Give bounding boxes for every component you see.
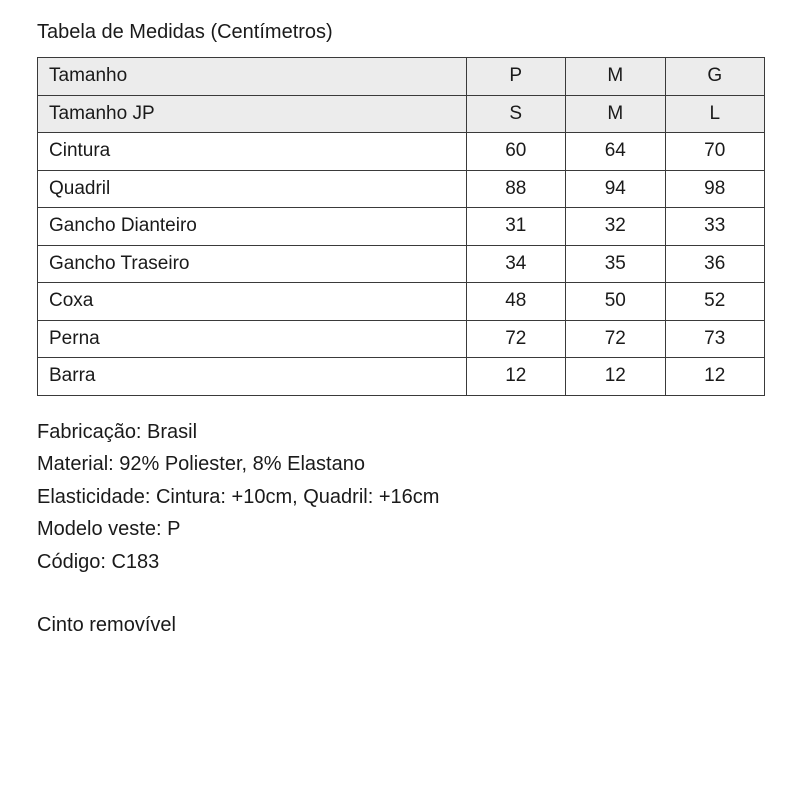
table-row-quadril bbox=[38, 170, 765, 208]
cell-value: 72 bbox=[466, 320, 565, 358]
cell-value: M bbox=[566, 58, 665, 96]
detail-codigo: Código: C183 bbox=[37, 550, 160, 573]
cell-value: G bbox=[665, 58, 765, 96]
cell-value: 70 bbox=[665, 133, 765, 171]
row-label: Tamanho JP bbox=[38, 95, 467, 133]
row-label: Tamanho bbox=[38, 58, 467, 96]
cell-value: 60 bbox=[466, 133, 565, 171]
cell-value: M bbox=[566, 95, 665, 133]
product-details-page bbox=[37, 18, 767, 640]
cell-value: 31 bbox=[466, 208, 565, 246]
cell-value: 88 bbox=[466, 170, 565, 208]
row-label: Perna bbox=[38, 320, 467, 358]
cell-value: 72 bbox=[566, 320, 665, 358]
cell-value: L bbox=[665, 95, 765, 133]
cell-value: 12 bbox=[466, 358, 565, 396]
cell-value: P bbox=[466, 58, 565, 96]
row-label: Quadril bbox=[38, 170, 467, 208]
cell-value: 94 bbox=[566, 170, 665, 208]
cell-value: 12 bbox=[665, 358, 765, 396]
row-label: Barra bbox=[38, 358, 467, 396]
detail-fabricacao: Fabricação: Brasil bbox=[37, 420, 198, 443]
detail-elasticidade: Elasticidade: Cintura: +10cm, Quadril: +16cm bbox=[37, 485, 440, 508]
product-note: Cinto removível bbox=[37, 614, 176, 636]
table-row-gancho-traseiro bbox=[38, 245, 765, 283]
cell-value: 50 bbox=[566, 283, 665, 321]
row-label: Cintura bbox=[38, 133, 467, 171]
table-row-perna bbox=[38, 320, 765, 358]
table-row-cintura bbox=[38, 133, 765, 171]
cell-value: 52 bbox=[665, 283, 765, 321]
table-row-tamanho-jp bbox=[38, 95, 765, 133]
size-table bbox=[37, 57, 765, 396]
page-title: Tabela de Medidas (Centímetros) bbox=[37, 21, 333, 43]
cell-value: 33 bbox=[665, 208, 765, 246]
row-label: Gancho Traseiro bbox=[38, 245, 467, 283]
cell-value: 73 bbox=[665, 320, 765, 358]
cell-value: 98 bbox=[665, 170, 765, 208]
detail-material: Material: 92% Poliester, 8% Elastano bbox=[37, 453, 365, 475]
cell-value: S bbox=[466, 95, 565, 133]
cell-value: 12 bbox=[566, 358, 665, 396]
table-row-coxa bbox=[38, 283, 765, 321]
row-label: Gancho Dianteiro bbox=[38, 208, 467, 246]
cell-value: 64 bbox=[566, 133, 665, 171]
cell-value: 36 bbox=[665, 245, 765, 283]
row-label: Coxa bbox=[38, 283, 467, 321]
cell-value: 34 bbox=[466, 245, 565, 283]
table-row-barra bbox=[38, 358, 765, 396]
table-row-tamanho bbox=[38, 58, 765, 96]
detail-modelo: Modelo veste: P bbox=[37, 518, 181, 540]
cell-value: 32 bbox=[566, 208, 665, 246]
product-details bbox=[37, 416, 767, 579]
cell-value: 35 bbox=[566, 245, 665, 283]
table-row-gancho-dianteiro bbox=[38, 208, 765, 246]
cell-value: 48 bbox=[466, 283, 565, 321]
